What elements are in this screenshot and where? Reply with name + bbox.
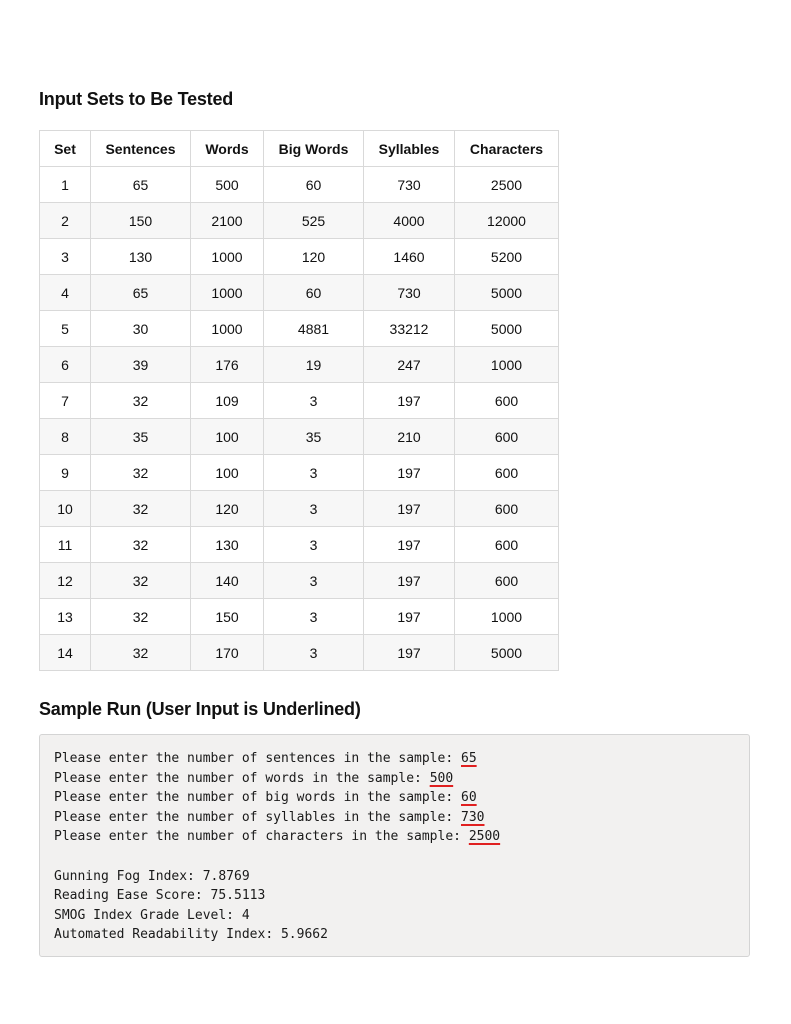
console-blank-line bbox=[54, 847, 735, 867]
cell-words: 1000 bbox=[191, 311, 264, 347]
cell-characters: 5000 bbox=[455, 275, 559, 311]
cell-big-words: 19 bbox=[264, 347, 364, 383]
cell-words: 109 bbox=[191, 383, 264, 419]
cell-words: 100 bbox=[191, 455, 264, 491]
cell-words: 1000 bbox=[191, 275, 264, 311]
table-row bbox=[40, 599, 559, 635]
cell-characters: 5200 bbox=[455, 239, 559, 275]
table-header-row bbox=[40, 131, 559, 167]
table-row bbox=[40, 347, 559, 383]
cell-syllables: 730 bbox=[364, 275, 455, 311]
column-header-big-words: Big Words bbox=[264, 131, 364, 167]
column-header-words: Words bbox=[191, 131, 264, 167]
column-header-characters: Characters bbox=[455, 131, 559, 167]
console-prompt-line bbox=[54, 788, 735, 808]
cell-syllables: 197 bbox=[364, 527, 455, 563]
cell-syllables: 210 bbox=[364, 419, 455, 455]
cell-characters: 600 bbox=[455, 527, 559, 563]
user-input-value: 730 bbox=[461, 809, 485, 825]
cell-set: 6 bbox=[40, 347, 91, 383]
cell-words: 1000 bbox=[191, 239, 264, 275]
user-input-value: 2500 bbox=[468, 829, 501, 845]
cell-characters: 600 bbox=[455, 419, 559, 455]
cell-big-words: 35 bbox=[264, 419, 364, 455]
console-prompt-line bbox=[54, 827, 735, 847]
cell-syllables: 197 bbox=[364, 563, 455, 599]
user-input-value: 500 bbox=[429, 770, 454, 786]
cell-big-words: 3 bbox=[264, 563, 364, 599]
cell-words: 150 bbox=[191, 599, 264, 635]
table-body bbox=[40, 167, 559, 671]
console-result-line: SMOG Index Grade Level: 4 bbox=[54, 907, 250, 923]
cell-words: 140 bbox=[191, 563, 264, 599]
cell-syllables: 197 bbox=[364, 455, 455, 491]
prompt-text: Please enter the number of words in the sample: bbox=[54, 770, 430, 786]
input-sets-table bbox=[39, 130, 559, 671]
cell-sentences: 30 bbox=[91, 311, 191, 347]
cell-set: 7 bbox=[40, 383, 91, 419]
cell-sentences: 39 bbox=[91, 347, 191, 383]
table-row bbox=[40, 311, 559, 347]
cell-big-words: 3 bbox=[264, 635, 364, 671]
cell-sentences: 65 bbox=[91, 275, 191, 311]
cell-big-words: 3 bbox=[264, 599, 364, 635]
cell-characters: 12000 bbox=[455, 203, 559, 239]
cell-characters: 1000 bbox=[455, 347, 559, 383]
cell-big-words: 525 bbox=[264, 203, 364, 239]
console-result-line: Automated Readability Index: 5.9662 bbox=[54, 927, 328, 943]
table-row bbox=[40, 239, 559, 275]
console-result-line: Gunning Fog Index: 7.8769 bbox=[54, 868, 250, 884]
cell-set: 3 bbox=[40, 239, 91, 275]
cell-words: 100 bbox=[191, 419, 264, 455]
cell-sentences: 32 bbox=[91, 563, 191, 599]
cell-words: 176 bbox=[191, 347, 264, 383]
cell-characters: 600 bbox=[455, 455, 559, 491]
prompt-text: Please enter the number of characters in the sample: bbox=[54, 829, 469, 845]
table-row bbox=[40, 419, 559, 455]
cell-big-words: 3 bbox=[264, 527, 364, 563]
user-input-value: 60 bbox=[461, 790, 477, 806]
cell-syllables: 197 bbox=[364, 491, 455, 527]
cell-sentences: 150 bbox=[91, 203, 191, 239]
cell-words: 120 bbox=[191, 491, 264, 527]
column-header-set: Set bbox=[40, 131, 91, 167]
cell-characters: 600 bbox=[455, 563, 559, 599]
table-row bbox=[40, 203, 559, 239]
cell-sentences: 32 bbox=[91, 635, 191, 671]
cell-set: 8 bbox=[40, 419, 91, 455]
table-row bbox=[40, 383, 559, 419]
cell-syllables: 1460 bbox=[364, 239, 455, 275]
cell-big-words: 60 bbox=[264, 167, 364, 203]
cell-sentences: 35 bbox=[91, 419, 191, 455]
console-prompt-line bbox=[54, 749, 735, 769]
console-prompt-line bbox=[54, 769, 735, 789]
prompt-text: Please enter the number of sentences in the sample: bbox=[54, 751, 461, 766]
table-row bbox=[40, 167, 559, 203]
cell-syllables: 197 bbox=[364, 635, 455, 671]
cell-words: 2100 bbox=[191, 203, 264, 239]
cell-big-words: 60 bbox=[264, 275, 364, 311]
cell-words: 500 bbox=[191, 167, 264, 203]
cell-sentences: 32 bbox=[91, 491, 191, 527]
cell-syllables: 197 bbox=[364, 383, 455, 419]
cell-syllables: 247 bbox=[364, 347, 455, 383]
cell-set: 4 bbox=[40, 275, 91, 311]
cell-big-words: 120 bbox=[264, 239, 364, 275]
cell-syllables: 730 bbox=[364, 167, 455, 203]
cell-set: 10 bbox=[40, 491, 91, 527]
prompt-text: Please enter the number of syllables in the sample: bbox=[54, 809, 461, 825]
table-row bbox=[40, 635, 559, 671]
table-row bbox=[40, 527, 559, 563]
cell-sentences: 32 bbox=[91, 599, 191, 635]
prompt-text: Please enter the number of big words in the sample: bbox=[54, 790, 461, 806]
sample-run-console bbox=[39, 734, 750, 957]
cell-set: 2 bbox=[40, 203, 91, 239]
cell-set: 5 bbox=[40, 311, 91, 347]
cell-big-words: 3 bbox=[264, 491, 364, 527]
table-row bbox=[40, 491, 559, 527]
cell-sentences: 32 bbox=[91, 527, 191, 563]
cell-sentences: 32 bbox=[91, 455, 191, 491]
cell-characters: 600 bbox=[455, 491, 559, 527]
input-sets-heading: Input Sets to Be Tested bbox=[39, 89, 234, 109]
cell-characters: 2500 bbox=[455, 167, 559, 203]
table-row bbox=[40, 275, 559, 311]
cell-syllables: 197 bbox=[364, 599, 455, 635]
console-prompt-line bbox=[54, 808, 735, 828]
cell-set: 13 bbox=[40, 599, 91, 635]
cell-sentences: 130 bbox=[91, 239, 191, 275]
cell-big-words: 4881 bbox=[264, 311, 364, 347]
column-header-sentences: Sentences bbox=[91, 131, 191, 167]
cell-characters: 600 bbox=[455, 383, 559, 419]
cell-sentences: 65 bbox=[91, 167, 191, 203]
cell-big-words: 3 bbox=[264, 455, 364, 491]
sample-run-heading: Sample Run (User Input is Underlined) bbox=[39, 699, 361, 719]
cell-characters: 1000 bbox=[455, 599, 559, 635]
cell-set: 9 bbox=[40, 455, 91, 491]
column-header-syllables: Syllables bbox=[364, 131, 455, 167]
user-input-value: 65 bbox=[461, 751, 477, 766]
cell-set: 14 bbox=[40, 635, 91, 671]
table-row bbox=[40, 455, 559, 491]
cell-syllables: 33212 bbox=[364, 311, 455, 347]
cell-set: 12 bbox=[40, 563, 91, 599]
cell-syllables: 4000 bbox=[364, 203, 455, 239]
cell-characters: 5000 bbox=[455, 635, 559, 671]
cell-sentences: 32 bbox=[91, 383, 191, 419]
cell-set: 11 bbox=[40, 527, 91, 563]
cell-words: 170 bbox=[191, 635, 264, 671]
table-row bbox=[40, 563, 559, 599]
cell-characters: 5000 bbox=[455, 311, 559, 347]
cell-set: 1 bbox=[40, 167, 91, 203]
cell-big-words: 3 bbox=[264, 383, 364, 419]
console-result-line: Reading Ease Score: 75.5113 bbox=[54, 888, 266, 904]
cell-words: 130 bbox=[191, 527, 264, 563]
